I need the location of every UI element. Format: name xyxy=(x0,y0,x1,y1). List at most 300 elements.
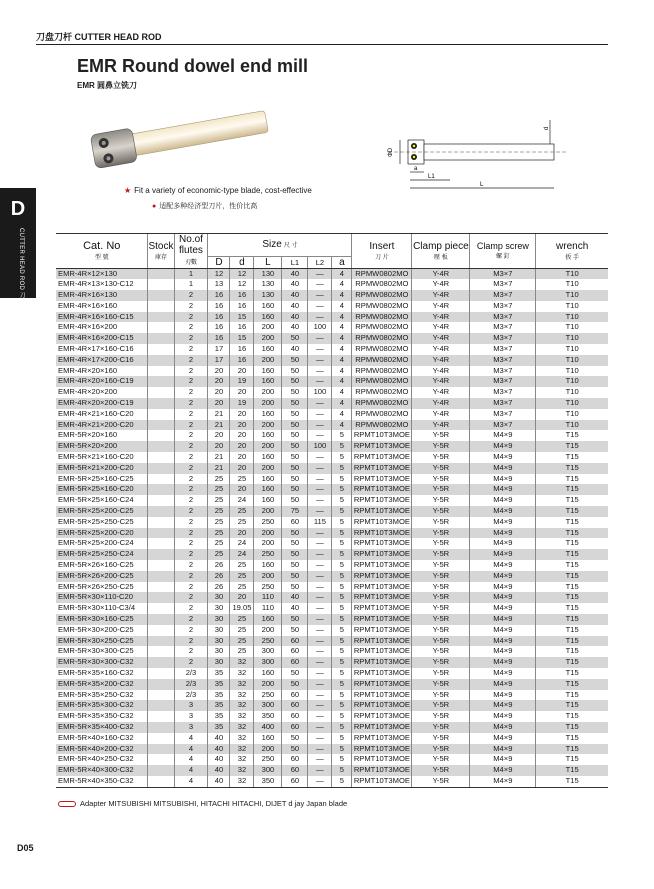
table-cell xyxy=(148,765,174,776)
table-cell: 5 xyxy=(332,614,352,625)
table-cell: 50 xyxy=(282,679,308,690)
table-cell: 2 xyxy=(174,484,208,495)
table-cell: RPMT10T3MOE xyxy=(353,581,410,591)
table-cell: EMR-5R×35×250-C32 xyxy=(58,689,134,699)
table-cell: 200 xyxy=(254,420,282,431)
header-wrench: wrench xyxy=(556,240,589,252)
table-cell xyxy=(148,452,174,463)
table-cell: 300 xyxy=(254,765,282,776)
table-cell: 250 xyxy=(254,517,282,528)
table-cell: T15 xyxy=(536,776,608,787)
table-row xyxy=(56,722,608,733)
feature-text-2: 适配多种经济型刀片，性价比高 xyxy=(159,203,258,210)
header-L1: L1 xyxy=(282,256,308,268)
table-row xyxy=(56,268,608,279)
table-cell: 2 xyxy=(174,344,208,355)
table-cell: 2 xyxy=(174,528,208,539)
table-cell: RPMT10T3MOE xyxy=(353,700,410,710)
table-cell: 160 xyxy=(254,733,282,744)
table-cell: RPMW0802MO xyxy=(352,420,412,431)
table-cell: T15 xyxy=(536,452,608,463)
table-cell: T15 xyxy=(536,733,608,744)
table-cell: T10 xyxy=(536,333,608,344)
table-cell: 32 xyxy=(230,690,254,701)
table-cell: T15 xyxy=(536,549,608,560)
table-cell: 20 xyxy=(230,528,254,539)
table-cell: 300 xyxy=(254,700,282,711)
table-cell: 20 xyxy=(208,398,230,409)
table-cell: M4×9 xyxy=(470,452,536,463)
table-cell: Y-5R xyxy=(412,484,470,495)
table-cell: 130 xyxy=(254,268,282,279)
table-cell: 200 xyxy=(254,463,282,474)
header-a: a xyxy=(332,256,352,268)
table-cell: T15 xyxy=(536,657,608,668)
table-cell: T15 xyxy=(536,625,608,636)
table-cell: RPMT10T3MOE xyxy=(353,473,410,483)
table-cell xyxy=(148,549,174,560)
table-cell: 160 xyxy=(254,301,282,312)
table-cell: 160 xyxy=(254,409,282,420)
table-cell: 60 xyxy=(282,754,308,765)
table-cell: 20 xyxy=(208,430,230,441)
table-cell: 2 xyxy=(174,657,208,668)
table-cell: Y-5R xyxy=(412,463,470,474)
table-cell: T10 xyxy=(536,376,608,387)
header-wrench-cn: 扳 手 xyxy=(565,254,579,261)
table-cell: 32 xyxy=(230,744,254,755)
table-cell: 5 xyxy=(332,571,352,582)
table-cell: EMR-4R×16×160 xyxy=(58,300,118,310)
table-cell: 50 xyxy=(282,582,308,593)
table-cell: — xyxy=(308,398,332,409)
table-cell: 2 xyxy=(174,366,208,377)
table-cell: Y-5R xyxy=(412,668,470,679)
table-cell: Y-5R xyxy=(412,592,470,603)
table-row xyxy=(56,495,608,506)
table-cell: 21 xyxy=(208,452,230,463)
table-cell: RPMW0802MO xyxy=(352,366,412,377)
table-row xyxy=(56,376,608,387)
header-cat-no-cn: 型 號 xyxy=(94,255,109,262)
table-cell: 24 xyxy=(230,549,254,560)
table-cell: T15 xyxy=(536,690,608,701)
table-cell: RPMW0802MO xyxy=(352,376,412,387)
table-cell xyxy=(148,355,174,366)
table-cell: EMR-5R×30×160-C25 xyxy=(58,614,134,623)
table-row xyxy=(56,355,608,366)
table-cell: 50 xyxy=(282,614,308,625)
table-cell: 50 xyxy=(282,463,308,474)
table-cell: 5 xyxy=(332,776,352,787)
table-cell: RPMT10T3MOE xyxy=(353,495,410,505)
table-cell: 30 xyxy=(208,625,230,636)
table-cell: 25 xyxy=(230,560,254,571)
table-cell: 16 xyxy=(230,322,254,333)
table-cell: EMR-5R×25×250-C24 xyxy=(58,549,134,559)
table-cell: — xyxy=(308,625,332,636)
table-cell: 4 xyxy=(332,290,352,301)
table-cell: 30 xyxy=(208,592,230,603)
table-row xyxy=(56,765,608,776)
table-cell: 5 xyxy=(332,430,352,441)
table-cell: 2 xyxy=(174,560,208,571)
table-cell: 200 xyxy=(254,528,282,539)
table-cell: — xyxy=(308,690,332,701)
table-cell: 50 xyxy=(282,474,308,485)
table-cell: — xyxy=(308,376,332,387)
table-cell: 250 xyxy=(254,754,282,765)
table-cell: M4×9 xyxy=(470,528,536,539)
table-cell: — xyxy=(308,312,332,323)
table-cell: T15 xyxy=(536,582,608,593)
table-cell: 5 xyxy=(332,690,352,701)
table-cell: Y-5R xyxy=(412,700,470,711)
table-cell xyxy=(148,322,174,333)
table-cell: 5 xyxy=(332,722,352,733)
table-cell: 40 xyxy=(282,279,308,290)
table-cell: 20 xyxy=(230,441,254,452)
table-cell: T15 xyxy=(536,614,608,625)
table-cell: 2/3 xyxy=(174,690,208,701)
table-cell: 40 xyxy=(282,268,308,279)
table-cell: T10 xyxy=(536,268,608,279)
table-cell: 40 xyxy=(208,733,230,744)
table-cell: M4×9 xyxy=(470,549,536,560)
table-cell: EMR-4R×16×200-C15 xyxy=(58,333,134,343)
table-cell: 160 xyxy=(254,495,282,506)
table-cell: 40 xyxy=(282,322,308,333)
table-cell xyxy=(148,538,174,549)
table-cell: 26 xyxy=(208,571,230,582)
table-cell: T15 xyxy=(536,754,608,765)
table-cell: RPMT10T3MOE xyxy=(353,527,410,537)
table-cell: RPMT10T3MOE xyxy=(353,560,410,570)
table-cell xyxy=(148,344,174,355)
header-cat-no: Cat. No xyxy=(83,240,121,253)
table-cell: — xyxy=(308,614,332,625)
feature-line-1 xyxy=(124,186,312,195)
table-cell: 2 xyxy=(174,592,208,603)
table-cell: 21 xyxy=(208,463,230,474)
table-cell: 4 xyxy=(332,376,352,387)
table-cell xyxy=(148,560,174,571)
table-cell: 200 xyxy=(254,571,282,582)
table-cell: 40 xyxy=(282,603,308,614)
table-cell: 160 xyxy=(254,452,282,463)
table-cell: T10 xyxy=(536,312,608,323)
table-cell: M3×7 xyxy=(470,420,536,431)
table-cell: M4×9 xyxy=(470,657,536,668)
table-cell: Y-5R xyxy=(412,690,470,701)
table-cell: EMR-5R×35×160-C32 xyxy=(58,667,134,677)
table-cell: T15 xyxy=(536,679,608,690)
table-cell: 16 xyxy=(208,322,230,333)
table-cell: 50 xyxy=(282,409,308,420)
table-cell xyxy=(148,398,174,409)
table-cell: — xyxy=(308,301,332,312)
table-cell: Y-5R xyxy=(412,571,470,582)
table-cell xyxy=(148,733,174,744)
table-cell: EMR-5R×21×160-C20 xyxy=(58,452,134,462)
table-cell: 26 xyxy=(208,582,230,593)
table-cell: T10 xyxy=(536,409,608,420)
table-cell: RPMT10T3MOE xyxy=(353,657,410,667)
table-cell: Y-4R xyxy=(412,387,470,398)
table-cell: 40 xyxy=(282,592,308,603)
table-cell: Y-5R xyxy=(412,506,470,517)
table-cell: EMR-4R×20×200-C19 xyxy=(58,398,134,408)
table-cell: 2 xyxy=(174,398,208,409)
table-cell: 4 xyxy=(174,776,208,787)
table-cell: 50 xyxy=(282,484,308,495)
table-cell: EMR-4R×21×200-C20 xyxy=(58,419,134,429)
table-cell: Y-5R xyxy=(412,603,470,614)
table-cell: RPMT10T3MOE xyxy=(353,452,410,462)
table-cell: 25 xyxy=(230,625,254,636)
header-D: D xyxy=(208,256,230,268)
table-cell xyxy=(148,592,174,603)
table-cell: 35 xyxy=(208,679,230,690)
table-cell: Y-5R xyxy=(412,744,470,755)
table-cell xyxy=(148,430,174,441)
table-cell: 5 xyxy=(332,668,352,679)
table-cell: EMR-5R×25×250-C25 xyxy=(58,516,134,526)
table-cell: 2/3 xyxy=(174,679,208,690)
table-cell: 25 xyxy=(230,582,254,593)
table-cell xyxy=(148,657,174,668)
table-cell: T15 xyxy=(536,517,608,528)
table-cell: 50 xyxy=(282,420,308,431)
table-cell xyxy=(148,495,174,506)
table-row xyxy=(56,333,608,344)
table-cell: RPMT10T3MOE xyxy=(353,754,410,764)
table-cell: 4 xyxy=(332,355,352,366)
table-cell: 2 xyxy=(174,646,208,657)
table-cell: 2 xyxy=(174,420,208,431)
side-tab-letter: D xyxy=(10,198,26,220)
table-cell: M4×9 xyxy=(470,441,536,452)
table-cell: — xyxy=(308,506,332,517)
table-cell: 2 xyxy=(174,625,208,636)
table-cell: Y-4R xyxy=(412,344,470,355)
table-cell: 16 xyxy=(208,301,230,312)
drawing-label-D: ΦD xyxy=(388,147,394,157)
table-cell xyxy=(148,484,174,495)
table-cell: RPMT10T3MOE xyxy=(353,592,410,602)
table-cell: 12 xyxy=(208,268,230,279)
table-cell: 25 xyxy=(208,484,230,495)
table-cell: 25 xyxy=(208,506,230,517)
table-cell xyxy=(148,690,174,701)
table-row xyxy=(56,279,608,290)
table-cell: 160 xyxy=(254,474,282,485)
table-cell: EMR-4R×16×160-C15 xyxy=(58,311,134,321)
table-cell: 2 xyxy=(174,571,208,582)
table-cell: T15 xyxy=(536,711,608,722)
table-cell: M4×9 xyxy=(470,722,536,733)
table-cell: Y-4R xyxy=(412,409,470,420)
table-cell: 200 xyxy=(254,398,282,409)
table-cell xyxy=(148,290,174,301)
table-cell: RPMT10T3MOE xyxy=(353,506,410,516)
table-cell: EMR-5R×21×200-C20 xyxy=(58,462,134,472)
table-row xyxy=(56,625,608,636)
table-row xyxy=(56,668,608,679)
table-cell: RPMT10T3MOE xyxy=(353,667,410,677)
table-cell: T10 xyxy=(536,344,608,355)
table-cell: 200 xyxy=(254,679,282,690)
table-cell: 5 xyxy=(332,452,352,463)
table-row xyxy=(56,711,608,722)
table-cell: RPMW0802MO xyxy=(352,387,412,398)
table-cell: T10 xyxy=(536,387,608,398)
table-cell: 35 xyxy=(208,668,230,679)
table-cell: EMR-5R×30×250-C25 xyxy=(58,635,134,645)
table-cell: — xyxy=(308,679,332,690)
table-cell: RPMW0802MO xyxy=(352,344,412,355)
table-cell: 4 xyxy=(332,333,352,344)
adapter-note xyxy=(58,799,347,808)
table-cell: 2 xyxy=(174,474,208,485)
table-cell: 60 xyxy=(282,657,308,668)
table-cell: T15 xyxy=(536,430,608,441)
table-cell xyxy=(148,517,174,528)
table-cell: M4×9 xyxy=(470,711,536,722)
table-row xyxy=(56,290,608,301)
table-cell: 50 xyxy=(282,528,308,539)
table-cell: 5 xyxy=(332,560,352,571)
header-insert: Insert xyxy=(369,240,395,252)
table-cell: Y-5R xyxy=(412,646,470,657)
table-cell: 16 xyxy=(230,344,254,355)
table-cell: 2 xyxy=(174,506,208,517)
table-cell: 16 xyxy=(230,355,254,366)
table-cell: 4 xyxy=(174,744,208,755)
table-cell: 5 xyxy=(332,754,352,765)
table-cell: EMR-5R×30×300-C25 xyxy=(58,646,134,656)
table-cell: T15 xyxy=(536,722,608,733)
table-cell: 2 xyxy=(174,312,208,323)
table-cell: 4 xyxy=(332,322,352,333)
table-cell: T15 xyxy=(536,571,608,582)
table-cell: 3 xyxy=(174,711,208,722)
table-cell: RPMT10T3MOE xyxy=(353,765,410,775)
table-cell: 5 xyxy=(332,484,352,495)
table-cell: — xyxy=(308,657,332,668)
table-cell: Y-5R xyxy=(412,538,470,549)
table-cell: Y-5R xyxy=(412,765,470,776)
table-cell xyxy=(148,722,174,733)
table-cell: Y-4R xyxy=(412,322,470,333)
table-row xyxy=(56,700,608,711)
table-cell: 20 xyxy=(230,484,254,495)
table-cell: M4×9 xyxy=(470,603,536,614)
table-cell xyxy=(148,582,174,593)
table-cell: Y-5R xyxy=(412,495,470,506)
table-cell xyxy=(148,614,174,625)
table-cell: 2 xyxy=(174,333,208,344)
table-cell xyxy=(148,409,174,420)
table-cell: 250 xyxy=(254,582,282,593)
table-cell: 20 xyxy=(208,376,230,387)
table-cell: M4×9 xyxy=(470,776,536,787)
table-cell: EMR-5R×30×300-C32 xyxy=(58,657,134,667)
table-cell: Y-5R xyxy=(412,754,470,765)
table-cell: 30 xyxy=(208,657,230,668)
table-cell: RPMT10T3MOE xyxy=(353,538,410,548)
table-cell xyxy=(148,376,174,387)
table-row xyxy=(56,474,608,485)
table-cell: 4 xyxy=(332,344,352,355)
header-size: Size xyxy=(262,239,282,251)
table-cell: — xyxy=(308,279,332,290)
table-cell: 25 xyxy=(230,614,254,625)
table-cell: 32 xyxy=(230,776,254,787)
table-cell: 32 xyxy=(230,668,254,679)
table-cell: 20 xyxy=(230,452,254,463)
table-cell: 5 xyxy=(332,506,352,517)
table-cell xyxy=(148,636,174,647)
table-cell: 5 xyxy=(332,495,352,506)
table-cell: T15 xyxy=(536,538,608,549)
table-cell: 24 xyxy=(230,495,254,506)
table-cell xyxy=(148,646,174,657)
table-cell: T15 xyxy=(536,528,608,539)
table-cell: 2 xyxy=(174,409,208,420)
table-cell: M3×7 xyxy=(470,409,536,420)
table-cell: 5 xyxy=(332,711,352,722)
table-cell: — xyxy=(308,711,332,722)
table-cell: 2 xyxy=(174,614,208,625)
table-cell: Y-5R xyxy=(412,528,470,539)
table-cell: RPMW0802MO xyxy=(352,333,412,344)
table-cell: 40 xyxy=(208,754,230,765)
table-cell: 60 xyxy=(282,517,308,528)
table-cell: RPMT10T3MOE xyxy=(353,516,410,526)
table-cell: M4×9 xyxy=(470,517,536,528)
table-cell: EMR-5R×25×160-C25 xyxy=(58,473,134,483)
table-cell: M4×9 xyxy=(470,625,536,636)
table-cell: Y-4R xyxy=(412,420,470,431)
table-row xyxy=(56,463,608,474)
table-cell: 4 xyxy=(332,398,352,409)
table-cell: Y-5R xyxy=(412,430,470,441)
table-cell: 2 xyxy=(174,538,208,549)
table-cell xyxy=(148,625,174,636)
table-row xyxy=(56,582,608,593)
table-cell: RPMT10T3MOE xyxy=(353,678,410,688)
header-clamp-piece: Clamp piece xyxy=(413,240,469,252)
table-cell: 60 xyxy=(282,765,308,776)
table-cell: — xyxy=(308,754,332,765)
table-cell: RPMT10T3MOE xyxy=(353,570,410,580)
table-row xyxy=(56,366,608,377)
table-cell: T10 xyxy=(536,420,608,431)
table-cell xyxy=(148,744,174,755)
table-cell: RPMT10T3MOE xyxy=(353,614,410,623)
table-cell: T10 xyxy=(536,279,608,290)
table-cell: 4 xyxy=(332,420,352,431)
table-cell xyxy=(148,528,174,539)
table-cell: 50 xyxy=(282,355,308,366)
table-cell: 50 xyxy=(282,376,308,387)
table-cell: M4×9 xyxy=(470,690,536,701)
table-cell xyxy=(148,366,174,377)
table-cell: 25 xyxy=(208,474,230,485)
table-cell: 50 xyxy=(282,744,308,755)
table-cell: M3×7 xyxy=(470,333,536,344)
